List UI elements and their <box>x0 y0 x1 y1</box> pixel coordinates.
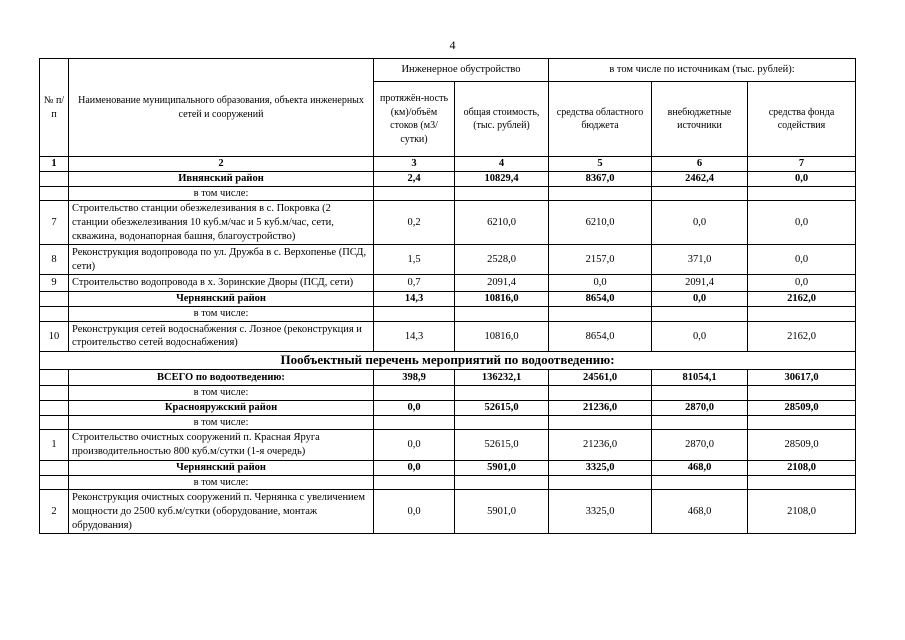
district-row <box>40 400 856 415</box>
row-number: 8 <box>40 245 69 275</box>
cell-regional: 3325,0 <box>549 490 652 534</box>
cell-extra: 0,0 <box>652 201 748 245</box>
empty-cell <box>652 186 748 201</box>
district-row <box>40 460 856 475</box>
cell-extra: 81054,1 <box>652 370 748 386</box>
table-row <box>40 490 856 534</box>
cell-total: 52615,0 <box>455 430 549 460</box>
row-name: Строительство очистных сооружений п. Красная Яруга производительностью 800 куб.м/сутки (1-я очередь) <box>69 430 374 460</box>
row-number <box>40 370 69 386</box>
empty-cell <box>455 386 549 401</box>
cell-extra: 2870,0 <box>652 430 748 460</box>
header-name: Наименование муниципального образования, объекта инженерных сетей и сооружений <box>69 59 374 157</box>
empty-cell <box>455 186 549 201</box>
empty-cell <box>748 186 856 201</box>
header-length: протяжён-ность (км)/объём стоков (м3/сутки) <box>374 82 455 157</box>
table-row <box>40 430 856 460</box>
row-number <box>40 186 69 201</box>
row-number <box>40 307 69 322</box>
cell-total: 2091,4 <box>455 275 549 292</box>
empty-cell <box>374 475 455 490</box>
table-row <box>40 321 856 351</box>
row-number <box>40 400 69 415</box>
empty-cell <box>549 415 652 430</box>
empty-cell <box>374 307 455 322</box>
header-extrabudget: внебюджетные источники <box>652 82 748 157</box>
empty-cell <box>549 475 652 490</box>
cell-length: 2,4 <box>374 171 455 186</box>
empty-cell <box>455 475 549 490</box>
cell-fund: 2162,0 <box>748 292 856 307</box>
table-body <box>40 171 856 534</box>
cell-extra: 2091,4 <box>652 275 748 292</box>
cell-extra: 0,0 <box>652 292 748 307</box>
empty-cell <box>455 307 549 322</box>
cell-total: 136232,1 <box>455 370 549 386</box>
subhead-label: в том числе: <box>69 186 374 201</box>
empty-cell <box>748 415 856 430</box>
column-number: 4 <box>455 157 549 172</box>
cell-length: 398,9 <box>374 370 455 386</box>
row-name: Реконструкция очистных сооружений п. Чернянка с увеличением мощности до 2500 куб.м/сутки (оборудование, монтаж обрудования) <box>69 490 374 534</box>
column-number: 7 <box>748 157 856 172</box>
cell-length: 0,2 <box>374 201 455 245</box>
cell-fund: 0,0 <box>748 275 856 292</box>
subhead-label: в том числе: <box>69 307 374 322</box>
cell-length: 1,5 <box>374 245 455 275</box>
cell-extra: 371,0 <box>652 245 748 275</box>
subhead-label: в том числе: <box>69 475 374 490</box>
empty-cell <box>748 386 856 401</box>
total-row <box>40 370 856 386</box>
table-row <box>40 275 856 292</box>
cell-total: 52615,0 <box>455 400 549 415</box>
row-name: Ивнянский район <box>69 171 374 186</box>
empty-cell <box>549 307 652 322</box>
header-no: № п/п <box>40 59 69 157</box>
row-number <box>40 415 69 430</box>
row-number <box>40 475 69 490</box>
header-fund: средства фонда содействия <box>748 82 856 157</box>
cell-fund: 0,0 <box>748 201 856 245</box>
header-group-sources: в том числе по источникам (тыс. рублей): <box>549 59 856 82</box>
empty-cell <box>549 186 652 201</box>
section-title: Пообъектный перечень мероприятий по водоотведению: <box>40 352 856 370</box>
subhead-row <box>40 186 856 201</box>
cell-regional: 2157,0 <box>549 245 652 275</box>
empty-cell <box>652 475 748 490</box>
empty-cell <box>374 386 455 401</box>
row-number: 9 <box>40 275 69 292</box>
row-number: 10 <box>40 321 69 351</box>
cell-regional: 8654,0 <box>549 292 652 307</box>
row-number: 7 <box>40 201 69 245</box>
row-name: Чернянский район <box>69 292 374 307</box>
cell-regional: 0,0 <box>549 275 652 292</box>
cell-length: 0,0 <box>374 490 455 534</box>
cell-fund: 0,0 <box>748 245 856 275</box>
empty-cell <box>549 386 652 401</box>
cell-regional: 3325,0 <box>549 460 652 475</box>
header-total-cost: общая стоимость, (тыс. рублей) <box>455 82 549 157</box>
row-name: Чернянский район <box>69 460 374 475</box>
subhead-row <box>40 475 856 490</box>
empty-cell <box>652 307 748 322</box>
empty-cell <box>748 307 856 322</box>
cell-length: 0,0 <box>374 430 455 460</box>
cell-length: 14,3 <box>374 321 455 351</box>
cell-total: 2528,0 <box>455 245 549 275</box>
cell-total: 6210,0 <box>455 201 549 245</box>
cell-regional: 24561,0 <box>549 370 652 386</box>
table-header <box>40 59 856 172</box>
district-row <box>40 171 856 186</box>
row-name: Строительство водопровода в х. Зоринские Дворы (ПСД, сети) <box>69 275 374 292</box>
cell-fund: 30617,0 <box>748 370 856 386</box>
column-number: 1 <box>40 157 69 172</box>
empty-cell <box>652 386 748 401</box>
row-name: ВСЕГО по водоотведению: <box>69 370 374 386</box>
column-number: 6 <box>652 157 748 172</box>
row-number <box>40 292 69 307</box>
row-number <box>40 386 69 401</box>
cell-regional: 21236,0 <box>549 430 652 460</box>
cell-fund: 2108,0 <box>748 460 856 475</box>
row-number <box>40 171 69 186</box>
subhead-label: в том числе: <box>69 415 374 430</box>
column-numbers-row <box>40 157 856 172</box>
row-name: Реконструкция водопровода по ул. Дружба в с. Верхопенье (ПСД, сети) <box>69 245 374 275</box>
table-row <box>40 245 856 275</box>
column-number: 3 <box>374 157 455 172</box>
cell-fund: 28509,0 <box>748 400 856 415</box>
empty-cell <box>652 415 748 430</box>
cell-fund: 0,0 <box>748 171 856 186</box>
cell-extra: 468,0 <box>652 490 748 534</box>
cell-length: 0,0 <box>374 460 455 475</box>
cell-length: 0,7 <box>374 275 455 292</box>
cell-total: 5901,0 <box>455 490 549 534</box>
district-row <box>40 292 856 307</box>
header-regional-budget: средства областного бюджета <box>549 82 652 157</box>
column-number: 5 <box>549 157 652 172</box>
cell-fund: 2108,0 <box>748 490 856 534</box>
empty-cell <box>748 475 856 490</box>
empty-cell <box>374 186 455 201</box>
cell-regional: 6210,0 <box>549 201 652 245</box>
subhead-label: в том числе: <box>69 386 374 401</box>
objects-table <box>39 58 856 534</box>
cell-regional: 8654,0 <box>549 321 652 351</box>
cell-fund: 2162,0 <box>748 321 856 351</box>
row-name: Реконструкция сетей водоснабжения с. Лозное (реконструкция и строительство сетей водоснабжения) <box>69 321 374 351</box>
cell-extra: 2462,4 <box>652 171 748 186</box>
subhead-row <box>40 307 856 322</box>
cell-regional: 8367,0 <box>549 171 652 186</box>
empty-cell <box>455 415 549 430</box>
page-number: 4 <box>449 38 456 52</box>
empty-cell <box>374 415 455 430</box>
subhead-row <box>40 386 856 401</box>
cell-regional: 21236,0 <box>549 400 652 415</box>
row-number: 2 <box>40 490 69 534</box>
cell-length: 14,3 <box>374 292 455 307</box>
cell-extra: 2870,0 <box>652 400 748 415</box>
cell-fund: 28509,0 <box>748 430 856 460</box>
row-number <box>40 460 69 475</box>
subhead-row <box>40 415 856 430</box>
cell-length: 0,0 <box>374 400 455 415</box>
cell-total: 5901,0 <box>455 460 549 475</box>
cell-total: 10816,0 <box>455 321 549 351</box>
cell-extra: 0,0 <box>652 321 748 351</box>
cell-total: 10829,4 <box>455 171 549 186</box>
header-group-engineering: Инженерное обустройство <box>374 59 549 82</box>
row-name: Краснояружский район <box>69 400 374 415</box>
cell-extra: 468,0 <box>652 460 748 475</box>
row-number: 1 <box>40 430 69 460</box>
column-number: 2 <box>69 157 374 172</box>
row-name: Строительство станции обезжелезивания в с. Покровка (2 станции обезжелезивания 10 куб.м/час и 5 куб.м/час, сети, скважина, водонапорная башня, благоустройство) <box>69 201 374 245</box>
cell-total: 10816,0 <box>455 292 549 307</box>
section-row <box>40 352 856 370</box>
table-row <box>40 201 856 245</box>
